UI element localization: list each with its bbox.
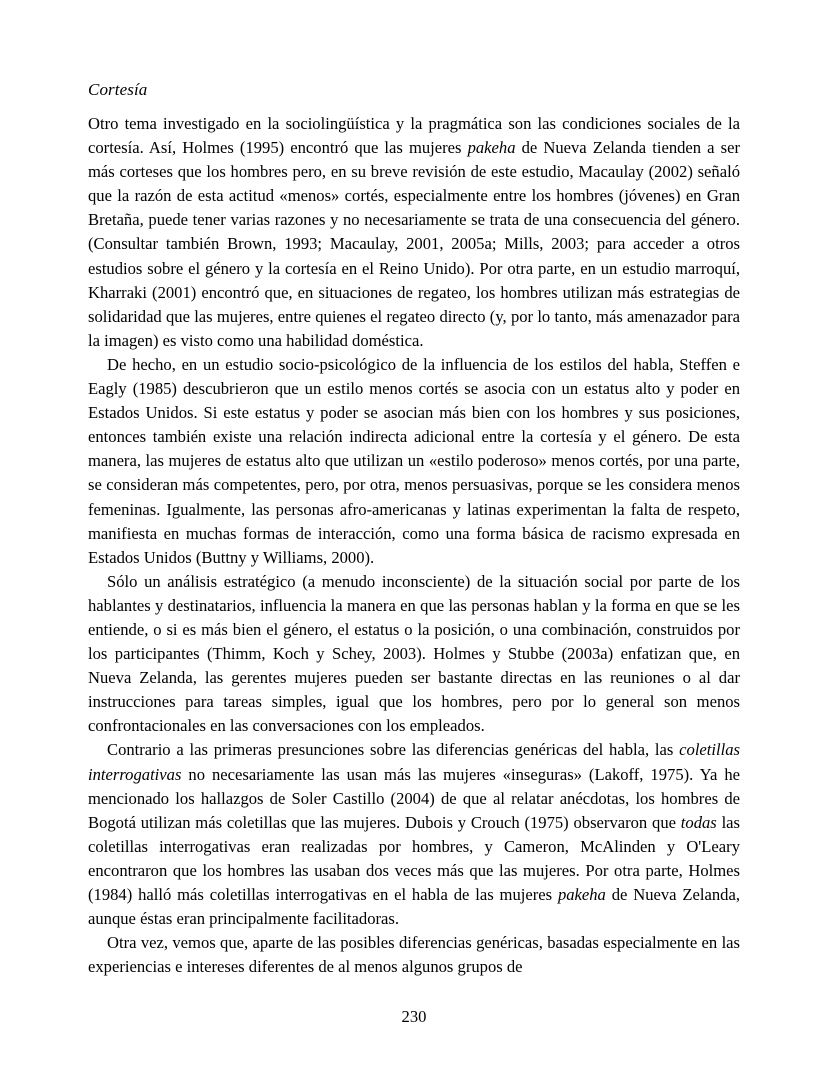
body-paragraph: Otra vez, vemos que, aparte de las posibles diferencias genéricas, basadas especialmente en las experiencias e intereses diferentes de al menos algunos grupos de bbox=[88, 933, 740, 977]
section-heading: Cortesía bbox=[88, 80, 148, 99]
emphasis-term: todas bbox=[680, 812, 717, 832]
emphasis-term: pakeha bbox=[557, 885, 606, 904]
body-paragraph: Contrario a las primeras presunciones sobre las diferencias genéricas del habla, las coletillas interrogativas no necesariamente las usan más las mujeres «inseguras» (Lakoff, 1975). Ya he mencionado los hallazgos de Soler Castillo (2004) de que al relatar anécdotas, los hombres de Bogotá utilizan más coletillas que las mujeres. Dubois y Crouch (1975) observaron que todas las coletillas interrogativas eran realizadas por hombres, y Cameron, McAlinden y O'Leary encontraron que los hombres las usaban dos veces más que las mujeres. Por otra parte, Holmes (1984) halló más coletillas interrogativas en el habla de las mujeres pakeha de Nueva Zelanda, aunque éstas eran principalmente facilitadoras. bbox=[88, 740, 740, 929]
body-paragraph: Otro tema investigado en la sociolingüística y la pragmática son las condiciones sociales de la cortesía. Así, Holmes (1995) encontró que las mujeres pakeha de Nueva Zelanda tienden a ser más corteses que los hombres pero, en su breve revisión de este estudio, Macaulay (2002) señaló que la razón de esta actitud «menos» cortés, especialmente entre los hombres (jóvenes) en Gran Bretaña, puede tener varias razones y no necesariamente se trata de una consecuencia del género. (Consultar también Brown, 1993; Macaulay, 2001, 2005a; Mills, 2003; para acceder a otros estudios sobre el género y la cortesía en el Reino Unido). Por otra parte, en un estudio marroquí, Kharraki (2001) encontró que, en situaciones de regateo, los hombres utilizan más estrategias de solidaridad que las mujeres, entre quienes el regateo directo (y, por lo tanto, más amenazador para la imagen) es visto como una habilidad doméstica. bbox=[88, 114, 740, 350]
paragraph-list bbox=[88, 112, 740, 979]
body-paragraph: De hecho, en un estudio socio-psicológico de la influencia de los estilos del habla, Steffen e Eagly (1985) descubrieron que un estilo menos cortés se asocia con un estatus alto y poder en Estados Unidos. Si este estatus y poder se asocian más bien con los hombres y sus posiciones, entonces también existe una relación indirecta adicional entre la cortesía y el género. De esta manera, las mujeres de estatus alto que utilizan un «estilo poderoso» menos cortés, por una parte, se consideran más competentes, pero, por otra, menos persuasivas, porque se les considera menos femeninas. Igualmente, las personas afro-americanas y latinas experimentan la falta de respeto, manifiesta en muchas formas de interacción, como una forma básica de racismo expresada en Estados Unidos (Buttny y Williams, 2000). bbox=[88, 354, 740, 567]
page-number: 230 bbox=[401, 1007, 427, 1026]
emphasis-term: pakeha bbox=[467, 138, 516, 158]
body-paragraph: Sólo un análisis estratégico (a menudo inconsciente) de la situación social por parte de los hablantes y destinatarios, influencia la manera en que las personas hablan y la forma en que se les entiende, o si es más bien el género, el estatus o la posición, o una combinación, construidos por los participantes (Thimm, Koch y Schey, 2003). Holmes y Stubbe (2003a) enfatizan que, en Nueva Zelanda, las gerentes mujeres pueden ser bastante directas en las reuniones o al dar instrucciones para tareas simples, igual que los hombres, pero por lo general son menos confrontacionales en las conversaciones con los empleados. bbox=[88, 571, 740, 736]
text-column bbox=[88, 78, 740, 979]
emphasis-term: coletillas interrogativas bbox=[88, 740, 740, 784]
